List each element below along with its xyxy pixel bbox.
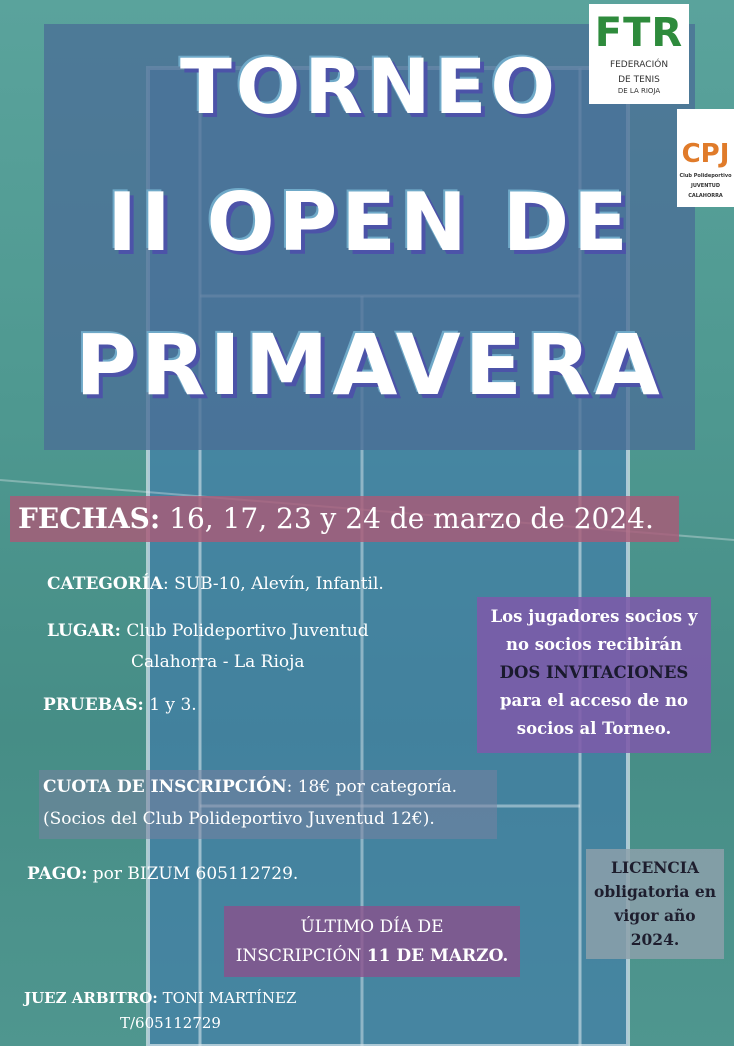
pago-label: PAGO: — [27, 864, 88, 884]
juez-label: JUEZ ARBITRO: — [24, 989, 158, 1007]
categoria-label: CATEGORÍA — [47, 574, 163, 594]
fechas-label: FECHAS: — [18, 502, 161, 535]
invitaciones-line-2: no socios recibirán — [505, 635, 683, 654]
invitaciones-line-3: DOS INVITACIONES — [499, 663, 689, 682]
cuota-line — [43, 772, 457, 803]
cpj-logo-name-2: JUVENTUD — [690, 183, 720, 189]
pago-value: por BIZUM 605112729. — [87, 864, 299, 884]
cpj-logo-mark: CPJ — [681, 139, 730, 169]
ftr-logo-name-1: FEDERACIÓN — [609, 60, 669, 70]
invitaciones-line-4: para el acceso de no — [500, 691, 688, 710]
juez-telefono: T/605112729 — [120, 1014, 221, 1032]
cuota-socios: (Socios del Club Polideportivo Juventud 12€). — [43, 809, 435, 829]
title-line-torneo: TORNEO — [179, 42, 560, 131]
invitaciones-line-5: socios al Torneo. — [516, 719, 672, 738]
fechas-line — [18, 502, 654, 535]
cuota-label: CUOTA DE INSCRIPCIÓN — [43, 777, 287, 797]
cpj-logo-name-1: Club Polideportivo — [679, 173, 732, 179]
pruebas-value: 1 y 3. — [143, 695, 197, 715]
cuota-value: : 18€ por categoría. — [286, 777, 458, 797]
licencia-line-1: LICENCIA — [610, 858, 700, 877]
licencia-line-2: obligatoria en — [594, 882, 716, 901]
licencia-text — [586, 856, 724, 952]
ultimo-line-2-prefix: INSCRIPCIÓN — [235, 946, 367, 966]
invitaciones-line-1: Los jugadores socios y — [490, 607, 698, 626]
ultimo-line-1: ÚLTIMO DÍA DE — [300, 917, 444, 937]
title-line-primavera: PRIMAVERA — [75, 316, 664, 414]
categoria-value: : SUB-10, Alevín, Infantil. — [163, 574, 384, 594]
ftr-logo-name-3: DE LA RIOJA — [617, 87, 661, 95]
fechas-value: 16, 17, 23 y 24 de marzo de 2024. — [160, 502, 654, 535]
ultimo-line-2 — [224, 942, 520, 971]
cpj-logo — [677, 109, 734, 207]
lugar-value-2: Calahorra - La Rioja — [131, 652, 305, 672]
licencia-line-4: 2024. — [630, 930, 680, 949]
categoria-line — [47, 569, 384, 600]
ultimo-fecha: 11 DE MARZO. — [366, 946, 509, 966]
pruebas-label: PRUEBAS: — [43, 695, 144, 715]
lugar-value-1: Club Polideportivo Juventud — [120, 621, 369, 641]
ftr-logo-name-2: DE TENIS — [618, 75, 660, 85]
pruebas-line — [43, 690, 197, 721]
lugar-line — [47, 616, 369, 647]
cpj-logo-name-3: CALAHORRA — [688, 193, 723, 199]
invitaciones-text — [477, 603, 711, 743]
title-line-open: II OPEN DE — [107, 176, 632, 269]
lugar-label: LUGAR: — [47, 621, 121, 641]
ftr-logo — [589, 4, 689, 104]
juez-line — [24, 985, 296, 1011]
licencia-line-3: vigor año — [614, 906, 696, 925]
ultimo-dia-text — [224, 913, 520, 971]
ftr-logo-mark: FTR — [594, 10, 684, 56]
juez-value: TONI MARTÍNEZ — [157, 989, 297, 1007]
pago-line — [27, 859, 298, 890]
